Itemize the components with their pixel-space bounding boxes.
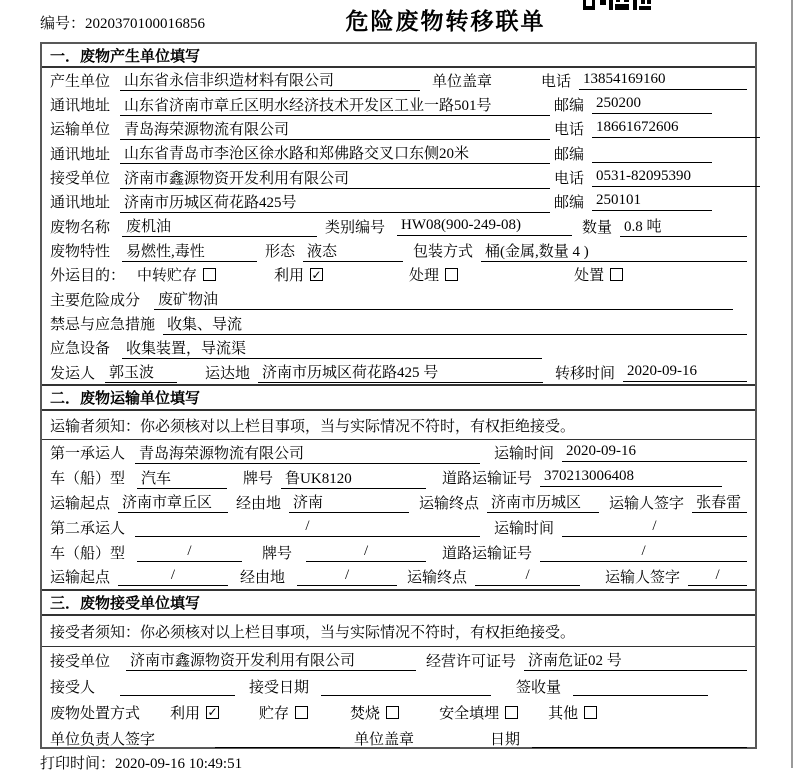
address2-value: 山东省青岛市李沧区徐水路和郑佛路交叉口东侧20米	[120, 142, 550, 164]
recipient-value	[120, 677, 235, 696]
quantity-value: 0.8 吨	[620, 215, 747, 237]
receiver-label: 接受单位	[50, 171, 111, 188]
address1-label: 通讯地址	[50, 98, 111, 115]
transfer-time-value: 2020-09-16	[623, 363, 747, 382]
unit-seal-label: 单位盖章	[432, 73, 493, 90]
row-route2	[42, 564, 755, 589]
address3-label: 通讯地址	[50, 195, 111, 212]
zip3-label: 邮编	[554, 195, 585, 212]
chief-sign-value	[215, 729, 340, 748]
producer-value: 山东省永信非织造材料有限公司	[120, 69, 420, 91]
plate1-label: 牌号	[243, 471, 274, 488]
trait-value: 易燃性,毒性	[122, 240, 257, 262]
receive-unit-value: 济南市鑫源物资开发利用有限公司	[126, 649, 416, 671]
packing-value: 桶(金属,数量 4 )	[481, 240, 747, 262]
receive-date-label: 接受日期	[249, 679, 310, 696]
zip3-value: 250101	[592, 192, 712, 211]
address2-label: 通讯地址	[50, 146, 111, 163]
time2-label: 运输时间	[494, 520, 555, 537]
hazard-label: 主要危险成分	[50, 292, 141, 309]
row-disposal	[42, 699, 755, 725]
address3-value: 济南市历城区荷花路425号	[120, 191, 550, 213]
disposal-option-label: 贮存	[259, 705, 290, 722]
page-title: 危险废物转移联单	[345, 9, 546, 34]
form-value: 液态	[303, 240, 403, 262]
transfer-time-label: 转移时间	[555, 365, 616, 382]
equipment-label: 应急设备	[50, 341, 111, 358]
serial-label: 编号：	[40, 16, 86, 32]
receive-unit-label: 接受单位	[50, 653, 111, 670]
carrier1-label: 第一承运人	[50, 446, 126, 463]
zip2-value	[592, 144, 712, 163]
transporter-value: 青岛海荣源物流有限公司	[120, 118, 550, 140]
quantity-label: 数量	[582, 219, 613, 236]
phone2-label: 电话	[554, 122, 585, 139]
road-permit2-value: /	[540, 543, 747, 562]
address1-value: 山东省济南市章丘区明水经济技术开发区工业一路501号	[120, 94, 550, 116]
via2-label: 经由地	[240, 570, 286, 587]
via1-label: 经由地	[236, 495, 282, 512]
form-label: 形态	[265, 244, 296, 261]
row-sender	[42, 360, 755, 384]
row-transporter	[42, 117, 755, 141]
end2-value: /	[475, 567, 580, 586]
phone1-value: 13854169160	[579, 71, 747, 90]
checkbox-dispose	[610, 268, 623, 281]
destination-value: 济南市历城区荷花路425 号	[258, 361, 543, 383]
packing-label: 包装方式	[413, 244, 474, 261]
section3-header: 三．废物接受单位填写	[42, 589, 755, 616]
print-time-line	[40, 752, 242, 773]
origin1-label: 运输起点	[50, 495, 111, 512]
carrier2-value: /	[135, 518, 480, 537]
destination-label: 运达地	[205, 365, 251, 382]
category-value: HW08(900-249-08)	[397, 217, 572, 236]
row-waste-trait	[42, 238, 755, 262]
row-hazard	[42, 287, 755, 311]
checkbox-utilize: ✓	[311, 267, 322, 282]
time1-value: 2020-09-16	[562, 443, 747, 462]
phone3-label: 电话	[554, 171, 585, 188]
plate2-label: 牌号	[262, 545, 293, 562]
row-carrier2	[42, 515, 755, 540]
end1-label: 运输终点	[419, 495, 480, 512]
trait-label: 废物特性	[50, 244, 111, 261]
section2-header: 二．废物运输单位填写	[42, 384, 755, 411]
row-equipment	[42, 336, 755, 360]
checkbox-other	[584, 706, 597, 719]
equipment-value: 收集装置，导流渠	[122, 337, 542, 359]
transporter-label: 运输单位	[50, 122, 111, 139]
road-permit1-label: 道路运输证号	[442, 471, 533, 488]
disposal-option-label: 安全填埋	[439, 705, 500, 722]
serial-value: 2020370100016856	[85, 16, 206, 32]
recipient-label: 接受人	[50, 679, 96, 696]
license-label: 经营许可证号	[426, 653, 517, 670]
time2-value: /	[562, 518, 747, 537]
row-receive-unit	[42, 647, 755, 673]
row-vehicle2	[42, 540, 755, 565]
receiver-seal-label: 单位盖章	[354, 731, 415, 748]
origin2-label: 运输起点	[50, 570, 111, 587]
disposal-option-label: 利用	[170, 705, 201, 722]
checkbox-utilize-receive: ✓	[207, 705, 218, 720]
vehicle1-label: 车（船）型	[50, 471, 126, 488]
origin2-value: /	[118, 567, 228, 586]
row-receiver	[42, 165, 755, 189]
road-permit2-label: 道路运输证号	[442, 545, 533, 562]
date-value	[532, 729, 747, 748]
receive-date-value	[321, 677, 491, 696]
zip1-label: 邮编	[554, 98, 585, 115]
carrier2-label: 第二承运人	[50, 520, 126, 537]
checkbox-landfill	[505, 706, 518, 719]
row-purpose	[42, 263, 755, 287]
received-qty-value	[573, 677, 708, 696]
phone3-value: 0531-82095390	[592, 168, 760, 187]
waste-name-value: 废机油	[122, 215, 317, 237]
row-transporter-address	[42, 141, 755, 165]
purpose-option-label: 处置	[574, 268, 605, 285]
license-value: 济南危证02 号	[524, 649, 747, 671]
receiver-notice-text: 接受者须知：你必须核对以上栏目事项，当与实际情况不符时，有权拒绝接受。	[50, 624, 576, 641]
transporter-notice-text: 运输者须知：你必须核对以上栏目事项，当与实际情况不符时，有权拒绝接受。	[50, 418, 576, 435]
end2-label: 运输终点	[407, 570, 468, 587]
disposal-option-label: 焚烧	[350, 705, 381, 722]
print-time-label: 打印时间：	[40, 756, 116, 772]
row-waste-name	[42, 214, 755, 238]
hazard-value: 废矿物油	[154, 288, 733, 310]
checkbox-transfer-storage	[203, 268, 216, 281]
sign1-value: 张春雷	[692, 491, 747, 513]
disposal-label: 废物处置方式	[50, 705, 141, 722]
checkbox-incinerate	[386, 706, 399, 719]
zip1-value: 250200	[592, 95, 712, 114]
road-permit1-value: 370213006408	[540, 468, 722, 487]
sender-label: 发运人	[50, 365, 96, 382]
plate2-value: /	[306, 543, 426, 562]
manifest-form	[40, 42, 757, 749]
waste-name-label: 废物名称	[50, 219, 111, 236]
checkbox-store	[295, 706, 308, 719]
sign2-value: /	[688, 567, 747, 586]
row-route1	[42, 490, 755, 515]
taboo-label: 禁忌与应急措施	[50, 317, 156, 334]
time1-label: 运输时间	[494, 446, 555, 463]
plate1-value: 鲁UK8120	[281, 467, 426, 489]
receiver-value: 济南市鑫源物资开发利用有限公司	[120, 167, 550, 189]
taboo-value: 收集、导流	[163, 313, 747, 335]
row-receiver-address	[42, 190, 755, 214]
purpose-option-label: 利用	[274, 268, 305, 285]
vehicle2-label: 车（船）型	[50, 545, 126, 562]
qr-code-fragment-icon	[583, 0, 651, 10]
phone2-value: 18661672606	[592, 119, 760, 138]
date-label: 日期	[489, 731, 520, 748]
via2-value: /	[297, 567, 397, 586]
vehicle2-value: /	[137, 543, 242, 562]
sign1-label: 运输人签字	[609, 495, 685, 512]
end1-value: 济南市历城区	[487, 491, 599, 513]
vehicle1-value: 汽车	[137, 467, 227, 489]
via1-value: 济南	[289, 491, 409, 513]
purpose-label: 外运目的：	[50, 268, 126, 285]
category-label: 类别编号	[325, 219, 386, 236]
row-carrier1	[42, 440, 755, 465]
scan-edge-line	[791, 0, 793, 768]
phone1-label: 电话	[540, 73, 571, 90]
disposal-option-label: 其他	[548, 705, 579, 722]
print-time-value: 2020-09-16 10:49:51	[115, 756, 243, 772]
chief-sign-label: 单位负责人签字	[50, 731, 156, 748]
producer-label: 产生单位	[50, 73, 111, 90]
origin1-value: 济南市章丘区	[118, 491, 228, 513]
row-chief-sign	[42, 725, 755, 751]
row-producer	[42, 68, 755, 92]
sign2-label: 运输人签字	[605, 570, 681, 587]
row-transporter-notice	[42, 411, 755, 440]
row-taboo	[42, 311, 755, 335]
purpose-option-label: 中转贮存	[137, 268, 198, 285]
sender-value: 郭玉波	[105, 361, 177, 383]
received-qty-label: 签收量	[516, 679, 562, 696]
carrier1-value: 青岛海荣源物流有限公司	[135, 442, 480, 464]
purpose-option-label: 处理	[409, 268, 440, 285]
section1-header: 一．废物产生单位填写	[42, 44, 755, 68]
zip2-label: 邮编	[554, 146, 585, 163]
row-producer-address	[42, 92, 755, 116]
row-vehicle1	[42, 465, 755, 490]
row-receiver-notice	[42, 616, 755, 647]
row-recipient	[42, 673, 755, 699]
checkbox-treat	[445, 268, 458, 281]
